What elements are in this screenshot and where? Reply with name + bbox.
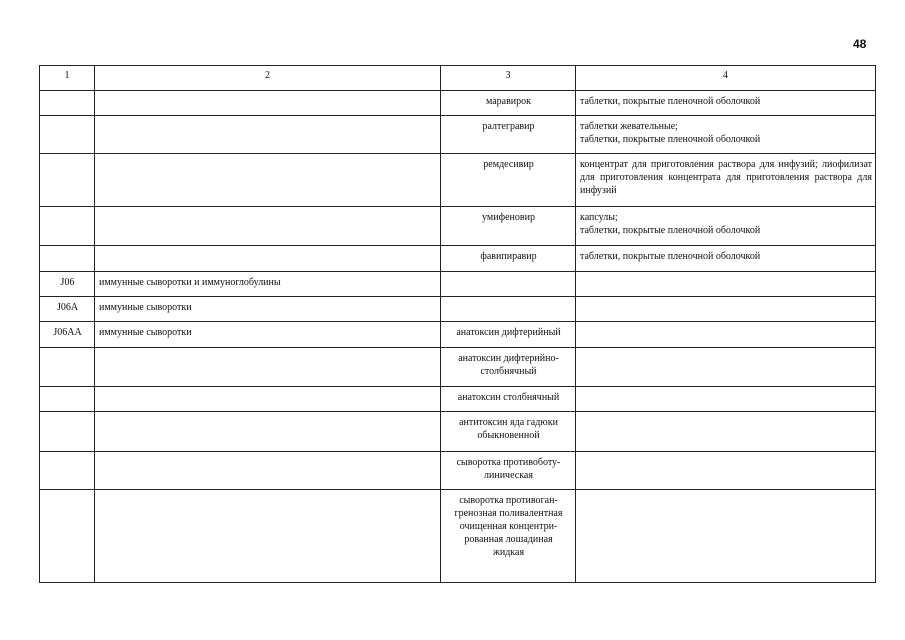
dosage-form-cell [576,452,876,490]
drug-name-cell: маравирок [441,91,576,116]
medication-table [39,65,876,583]
column-header: 3 [441,66,576,91]
drug-name-cell: ралтегравир [441,116,576,154]
group-cell: иммунные сыворотки [95,297,441,322]
drug-name-cell: анатоксин столбнячный [441,387,576,412]
table-row [40,246,876,272]
atc-code-cell [40,207,95,246]
table-row [40,116,876,154]
atc-code-cell [40,154,95,207]
drug-name-cell: сыворотка противоботу- линическая [441,452,576,490]
drug-name-cell [441,272,576,297]
group-cell [95,91,441,116]
table-row [40,91,876,116]
column-header: 2 [95,66,441,91]
dosage-form-cell [576,272,876,297]
drug-name-cell: ремдесивир [441,154,576,207]
table-row [40,297,876,322]
page-number: 48 [853,37,867,51]
dosage-form-cell: капсулы; таблетки, покрытые пленочной оболочкой [576,207,876,246]
column-header: 1 [40,66,95,91]
drug-name-cell: анатоксин дифтерийный [441,322,576,348]
drug-name-cell: антитоксин яда гадюки обыкновенной [441,412,576,452]
table-row [40,412,876,452]
atc-code-cell: J06A [40,297,95,322]
group-cell [95,490,441,583]
dosage-form-cell: таблетки, покрытые пленочной оболочкой [576,91,876,116]
atc-code-cell [40,490,95,583]
group-cell [95,412,441,452]
header-row [40,66,876,91]
atc-code-cell [40,91,95,116]
table-row [40,207,876,246]
dosage-form-cell [576,412,876,452]
dosage-form-cell [576,387,876,412]
atc-code-cell [40,348,95,387]
drug-name-cell: анатоксин дифтерийно- столбнячный [441,348,576,387]
atc-code-cell [40,246,95,272]
dosage-form-cell [576,490,876,583]
table-row [40,348,876,387]
column-header: 4 [576,66,876,91]
atc-code-cell [40,412,95,452]
table-row [40,154,876,207]
dosage-form-cell [576,348,876,387]
dosage-form-cell: таблетки жевательные; таблетки, покрытые пленочной оболочкой [576,116,876,154]
group-cell: иммунные сыворотки и иммуноглобулины [95,272,441,297]
group-cell [95,348,441,387]
table-row [40,452,876,490]
group-cell [95,207,441,246]
group-cell [95,387,441,412]
group-cell [95,246,441,272]
group-cell [95,116,441,154]
table-row [40,322,876,348]
group-cell: иммунные сыворотки [95,322,441,348]
atc-code-cell [40,387,95,412]
drug-name-cell: умифеновир [441,207,576,246]
drug-name-cell: сыворотка противоган- гренозная поливалентная очищенная концентри- рованная лошадиная жидкая [441,490,576,583]
atc-code-cell [40,116,95,154]
group-cell [95,154,441,207]
table-row [40,272,876,297]
atc-code-cell: J06AA [40,322,95,348]
dosage-form-cell [576,297,876,322]
group-cell [95,452,441,490]
drug-name-cell [441,297,576,322]
dosage-form-cell [576,322,876,348]
table-row [40,387,876,412]
drug-name-cell: фавипиравир [441,246,576,272]
atc-code-cell [40,452,95,490]
atc-code-cell: J06 [40,272,95,297]
dosage-form-cell: таблетки, покрытые пленочной оболочкой [576,246,876,272]
dosage-form-cell: концентрат для приготовления раствора для инфузий; лиофилизат для приготовления концентрата для приготовления раствора для инфузий [576,154,876,207]
table-row [40,490,876,583]
